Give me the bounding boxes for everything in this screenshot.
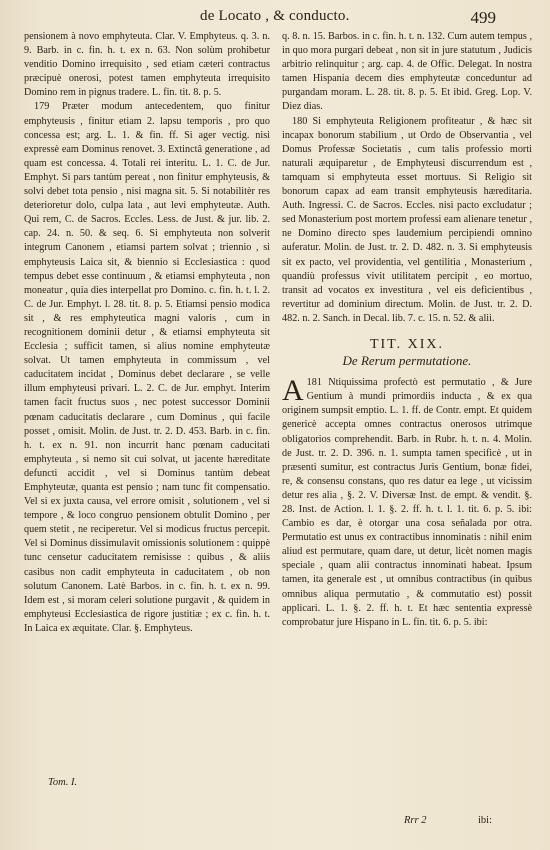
page-header [0, 8, 550, 30]
section-paragraph [282, 376, 532, 630]
left-column [24, 30, 270, 636]
volume-label: Tom. I. [48, 777, 78, 788]
running-title: de Locato , & conducto. [200, 8, 350, 24]
section-subtitle: De Rerum permutatione. [342, 353, 472, 369]
page-number: 499 [470, 8, 496, 27]
signature-mark: Rrr 2 [404, 815, 427, 826]
paragraph: 179 Præter modum antecedentem, quo finitur emphyteusis , finitur etiam 2. lapsu temporis , pro quo concessa est; arg. L. 1. & fin. ff. Si ager vectig. nisi expressè eam Dominus renovet. 3. Extinctâ generatione , ad quam est concessa. 4. Totali rei interitu. L. 1. C. de Jur. Emphyt. Si pars tantùm pereat , non finitur emphyteusis, & solvi debet tota pensio , nisi magna sit. 5. Si notabilitèr res deterioretur dolo, culpa lata , aut levi emphyteutæ. Auth. Qui rem, C. de Sacros. Eccles. Less. de Just. & jur. lib. 2. cap. 24. n. 50. & seq. 6. Si emphyteuta non solverit integrum Canonem , etiamsi partem solvat ; triennio , si emphyteusis Laica sit, & biennio si Ecclesiastica : quod tempus debet esse continuum , & etiamsi emphyteuta , non moneatur , quia dies interpellat pro Domino. c. fin. h. t. l. 2. C. de Jur. Emphyt. l. 28. tit. 8. p. 5. Etiamsi pensio modica sit , & res emphyteutica magni valoris , cum in recognitionem dominii detur , & etiamsi emphyteuta sit Ecclesia ; sufficit tamen, si alius nomine emphyteutæ solvat. Ut tamen emphyteuta in commissum , vel caducitatem incidat , Dominus debet declarare , se velle illum emphyteusi privari. L. 2. C. de Jur. emphyt. Interim tamen facit fructus suos , nec potest successor Dominii pœnam caducitatis declarare , cum Dominus , qui facile posset , omisit. Molin. de Just. tr. 2. D. 453. Barb. in c. fin. h. t. ex n. 91. non incurrit hanc pœnam caducitati emphyteuta , si nemo sit cui solvat, ut jacente hæreditate defuncti accidit , vel si Dominus tantùm debeat Emphyteutæ, quanta est pensio ; nam tunc fit compensatio. Vel si ex juxta causa, vel errore omisit , solutionem , vel si tempore , & loco congruo pensionem obtulit Domino , per quem stetit , ne reciperetur. Vel si modicus fructus percepit. Vel si Dominus dissimulavit omissionis solutionem : quippè tunc censetur caducitatem remisisse : quibus , & aliis casibus non cadit emphyteuta in caducitatem , ob non solutum Canonem. Latè Barbos. in c. fin. h. t. ex n. 99. Idem est , si moram celeri solutione purgavit , & quidem in emphyteusi Ecclesiastica de rigore justitiæ ; ex c. fin. h. t. In Laica ex æquitate. Clar. §. Emphyteus. [24, 101, 270, 634]
catchword: ibi: [478, 815, 493, 826]
section-heading: TIT. XIX. [369, 336, 445, 352]
section-paragraph-text: Ntiquissima profectò est permutatio , & Jure Gentium à mundi primordiis inducta , & ex qua originem sumpsit emptio. L. 1. ff. de Contr. empt. Et quidem genericè accepta omnes contractus onerosos utrimque obligatorios comprehendit. Barb. in Rubr. h. t. n. 4. Molin. de Just. tr. 2. D. 396. n. 1. sumpta tamen specificè , ut in præsenti sumitur, est contractus Juris Gentium, bonæ fidei, re, & consensu constans, quo res datur ea lege , ut vicissim detur res alia , §. 2. V. Diversæ Inst. de empt. & vendit. §. 28. Inst. de Action. l. 1. §. 2. ff. h. t. l. 1. tit. 6. p. 5. ibi: Cambio es dar, è otorgar una cosa señalada por otra. Permutatio est unus ex contractibus innominatis : nihil enim aliud est permutare, quam dare, ut detur, licèt nomen magis speciale , quam alii contractus innominati habeat. Ipsum tamen, ita generale est , ut omnibus contractibus (in quibus omnibus aliqua permutatio , & commutatio est) possit applicari. L. 1. §. 2. ff. h. t. Et hæc sententia expressè comprobatur jure Hispano in L. fin. tit. 6. p. 5. ibi: [282, 377, 532, 628]
paragraph: 180 Si emphyteuta Religionem profiteatur , & hæc sit incapax bonorum stabilium , ut Ordo de Observantia , vel Domus Professæ Societatis , cum talis professio morti naturali æquiparetur , de Emphyteusi discurrendum est , tamquam si emphyteuta esset mortuus. Si Religio sit bonorum capax ad eam transit emphyteusis hæreditaria. Auth. Ingressi. C. de Sacros. Eccles. nisi pacto excludatur ; sed Monasterium post mortem professi eam alienare tenetur , ne Domino directo spes laudemium percipiendi omnino auferatur. Molin. de Just. tr. 2. D. 482. n. 3. Si emphyteusis sit ex pacto, vel providentia, vel gentilitia , Monasterium , quandiù professus vivit utilitatem percipit , eo mortuo, transit ad vocatos ex investitura , vel eis deficientibus , revertitur ad dominium directum. Molin. de Just. tr. 2. D. 482. n. 2. Sanch. in Decal. lib. 7. c. 15. n. 52. & alii. [282, 115, 532, 324]
paragraph: q. 8. n. 15. Barbos. in c. fin. h. t. n. 132. Cum autem tempus , in quo mora purgari debeat , non sit in jure statutum , Judicis arbitrio relinquitur ; arg. cap. 4. de Offic. Delegat. In nostra tamen Hispania decem dies emphyteutæ conceduntur ad purgandam moram. L. 28. tit. 8. p. 5. Et ibid. Greg. Lop. V. Diez dias. [282, 31, 532, 113]
section-number: 181 [306, 377, 322, 389]
right-column [282, 30, 532, 630]
drop-cap: A [282, 374, 304, 408]
paragraph: pensionem à novo emphyteuta. Clar. V. Emphyteus. q. 3. n. 9. Barb. in c. fin. h. t. ex n. 63. Non solùm prohibetur venditio Domino irrequisito , sed etiam cæteri contractus præcipuè onerosi, potest tamen emphyteuta irrequisito Domino rem in pignus tradere. L. fin. tit. 8. p. 5. [24, 31, 270, 99]
